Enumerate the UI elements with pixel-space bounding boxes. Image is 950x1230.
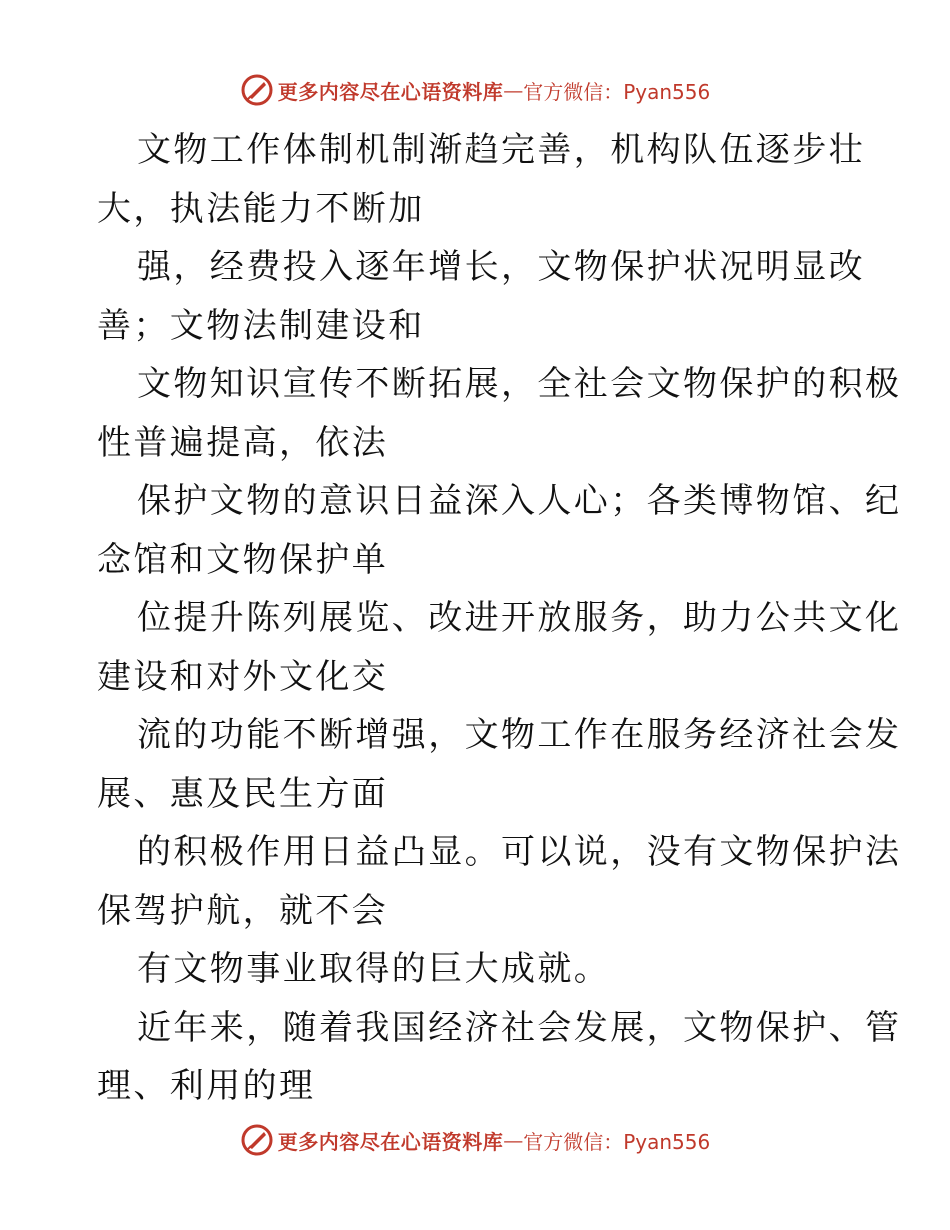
text-line: 保驾护航，就不会 — [97, 890, 389, 931]
quill-logo-icon — [240, 73, 274, 107]
text-line: 文物工作体制机制渐趋完善，机构队伍逐步壮 — [137, 130, 865, 170]
text-line: 念馆和文物保护单 — [97, 539, 389, 580]
text-line: 有文物事业取得的巨大成就。 — [137, 949, 611, 989]
text-line: 善；文物法制建设和 — [97, 305, 425, 346]
text-line: 展、惠及民生方面 — [97, 773, 389, 814]
text-line: 性普遍提高，依法 — [97, 422, 389, 463]
banner-title: 更多内容尽在心语资料库 — [277, 1129, 504, 1154]
banner-wechat: 官方微信：Pyan556 — [523, 1129, 711, 1154]
banner-title: 更多内容尽在心语资料库 — [277, 79, 504, 104]
text-line: 大，执法能力不断加 — [97, 188, 425, 229]
text-line: 位提升陈列展览、改进开放服务，助力公共文化 — [137, 598, 902, 638]
text-line: 的积极作用日益凸显。可以说，没有文物保护法 — [137, 832, 902, 872]
header-banner — [0, 70, 950, 110]
banner-dash: — — [503, 1128, 524, 1152]
quill-logo-icon — [240, 1123, 274, 1157]
text-line: 强，经费投入逐年增长，文物保护状况明显改 — [137, 247, 865, 287]
text-line: 保护文物的意识日益深入人心；各类博物馆、纪 — [137, 481, 902, 521]
footer-banner — [0, 1120, 950, 1160]
banner-dash: — — [503, 78, 524, 102]
text-line: 建设和对外文化交 — [97, 656, 389, 697]
document-body — [97, 121, 902, 1116]
text-line: 理、利用的理 — [97, 1066, 316, 1106]
text-line: 文物知识宣传不断拓展，全社会文物保护的积极 — [137, 364, 902, 404]
banner-wechat: 官方微信：Pyan556 — [523, 79, 711, 104]
text-line: 流的功能不断增强，文物工作在服务经济社会发 — [137, 715, 902, 755]
text-line: 近年来，随着我国经济社会发展，文物保护、管 — [137, 1007, 902, 1048]
